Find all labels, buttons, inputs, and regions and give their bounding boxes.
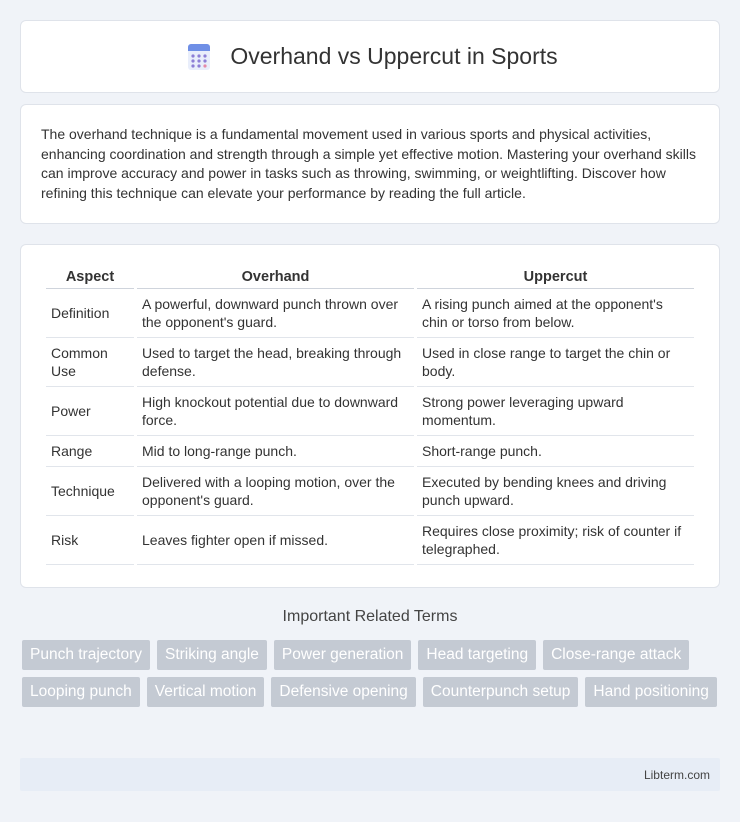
cell-aspect: Range [46,436,134,467]
tag-punch-trajectory[interactable]: Punch trajectory [22,640,150,670]
tag-vertical-motion[interactable]: Vertical motion [147,677,265,707]
related-terms-title: Important Related Terms [282,608,458,625]
tag-power-generation[interactable]: Power generation [274,640,412,670]
table-row [46,436,694,467]
tag-head-targeting[interactable]: Head targeting [418,640,536,670]
tag-striking-angle[interactable]: Striking angle [157,640,267,670]
table-row [46,338,694,387]
tag-defensive-opening[interactable]: Defensive opening [271,677,415,707]
table-row [46,516,694,565]
comparison-table-card [20,244,720,588]
tag-close-range-attack[interactable]: Close-range attack [543,640,689,670]
cell-aspect: Common Use [46,338,134,387]
footer-brand-link[interactable]: Libterm.com [643,767,710,782]
table-row [46,467,694,516]
header-card [20,20,720,93]
header-uppercut: Uppercut [417,265,694,289]
cell-uppercut: Executed by bending knees and driving punch upward. [417,467,694,516]
cell-uppercut: Requires close proximity; risk of counter if telegraphed. [417,516,694,565]
cell-overhand: Mid to long-range punch. [137,436,414,467]
calculator-icon [182,42,216,72]
cell-overhand: Leaves fighter open if missed. [137,516,414,565]
cell-uppercut: Short-range punch. [417,436,694,467]
header-overhand: Overhand [137,265,414,289]
intro-card [20,104,720,224]
table-row [46,289,694,338]
cell-uppercut: Strong power leveraging upward momentum. [417,387,694,436]
cell-aspect: Technique [46,467,134,516]
header-aspect: Aspect [46,265,134,289]
comparison-table [43,265,697,565]
cell-aspect: Power [46,387,134,436]
header [182,42,557,72]
related-terms-tags [22,640,722,707]
tag-hand-positioning[interactable]: Hand positioning [585,677,716,707]
cell-overhand: Delivered with a looping motion, over the opponent's guard. [137,467,414,516]
page-title: Overhand vs Uppercut in Sports [230,43,558,69]
cell-aspect: Definition [46,289,134,338]
table-row [46,387,694,436]
footer [20,758,720,791]
table-header-row [46,265,694,289]
cell-overhand: A powerful, downward punch thrown over the opponent's guard. [137,289,414,338]
cell-aspect: Risk [46,516,134,565]
tag-looping-punch[interactable]: Looping punch [22,677,140,707]
intro-paragraph: The overhand technique is a fundamental movement used in various sports and physical activities, enhancing coordination and strength through a simple yet effective motion. Mastering your overhand skills can improve accuracy and power in tasks such as throwing, swimming, or weightlifting. Discover how refining this technique can elevate your performance by reading the full article. [41,126,697,201]
cell-overhand: High knockout potential due to downward force. [137,387,414,436]
tag-counterpunch-setup[interactable]: Counterpunch setup [423,677,579,707]
cell-overhand: Used to target the head, breaking through defense. [137,338,414,387]
cell-uppercut: A rising punch aimed at the opponent's chin or torso from below. [417,289,694,338]
cell-uppercut: Used in close range to target the chin or body. [417,338,694,387]
